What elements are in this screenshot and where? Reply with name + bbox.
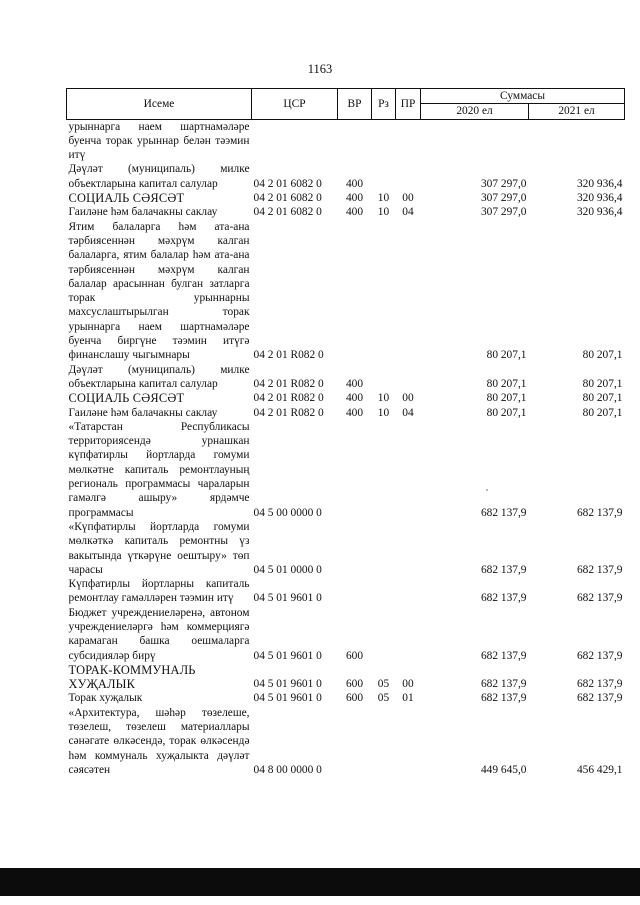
cell-name: СОЦИАЛЬ СӘЯСӘТ (68, 391, 185, 406)
cell-rz: 10 (377, 206, 390, 219)
cell-csr: 04 2 01 6082 0 (253, 177, 322, 190)
cell-2020: 80 207,1 (486, 349, 527, 362)
table-row (67, 119, 625, 162)
cell-pr: 00 (402, 678, 414, 691)
header-pr: ПР (396, 89, 421, 120)
table-row (67, 520, 625, 577)
cell-2020: 80 207,1 (486, 406, 527, 419)
cell-vr: 400 (345, 392, 364, 405)
cell-2020: 307 297,0 (480, 192, 527, 205)
cell-csr: 04 5 01 0000 0 (253, 563, 322, 576)
cell-vr: 400 (345, 192, 364, 205)
cell-pr (396, 606, 421, 663)
cell-name: «Татарстан Республикасы территориясендә урнашкан күпфатирлы йортларда гомуми мөлкәтне капиталь ремонтлауның региональ программасы чараларын гамәлгә ашыру» ярдәмче программасы (68, 420, 250, 519)
header-csr: ЦСР (252, 89, 338, 120)
cell-csr: 04 2 01 6082 0 (253, 192, 322, 205)
cell-pr (396, 220, 421, 363)
cell-2021: 682 137,9 (576, 678, 623, 691)
table-body (67, 119, 625, 777)
cell-rz (372, 706, 396, 777)
cell-2020: 682 137,9 (480, 692, 527, 705)
cell-pr (396, 577, 421, 606)
cell-rz (372, 577, 396, 606)
cell-2021: 456 429,1 (576, 763, 623, 776)
cell-rz (372, 363, 396, 392)
cell-2020: 307 297,0 (480, 177, 527, 190)
cell-rz: 05 (377, 678, 390, 691)
cell-csr: 04 5 01 9601 0 (253, 678, 322, 691)
cell-rz (372, 220, 396, 363)
cell-pr (396, 119, 421, 162)
table-row (67, 220, 625, 363)
cell-name: Торак хуҗалык (68, 692, 143, 705)
cell-2020: 682 137,9 (480, 563, 527, 576)
cell-rz (372, 162, 396, 191)
cell-2021: 80 207,1 (582, 349, 623, 362)
cell-vr: 600 (345, 649, 364, 662)
cell-csr: 04 5 00 0000 0 (253, 506, 322, 519)
table-row (67, 363, 625, 392)
cell-pr (396, 706, 421, 777)
cell-name: Дәүләт (муниципаль) милке объектларына капитал салулар (68, 163, 250, 190)
scan-bottom-edge (0, 868, 640, 896)
cell-vr (338, 577, 372, 606)
cell-name: урыннарга наем шартнамәләре буенча торак урыннар белән тәэмин итү (68, 120, 250, 162)
cell-vr (338, 520, 372, 577)
cell-rz: 10 (377, 392, 390, 405)
cell-2021: 682 137,9 (576, 506, 623, 519)
cell-2021: 682 137,9 (576, 649, 623, 662)
cell-2020: 80 207,1 (486, 392, 527, 405)
table-row (67, 663, 625, 692)
cell-rz (372, 520, 396, 577)
header-vr: ВР (338, 89, 372, 120)
header-sums: Суммасы (421, 89, 625, 104)
cell-pr (396, 162, 421, 191)
header-year-2021: 2021 ел (529, 104, 625, 119)
cell-2021: 682 137,9 (576, 592, 623, 605)
cell-name: Бюджет учреждениеләренә, автоном учреждениеләргә һәм коммерциягә карамаган башка оешмаларга субсидияләр бирү (68, 606, 250, 662)
header-name: Исеме (67, 89, 252, 120)
table-row (67, 606, 625, 663)
cell-pr: 00 (402, 192, 414, 205)
cell-2021: 80 207,1 (582, 406, 623, 419)
table-header (67, 89, 625, 120)
table-row (67, 191, 625, 205)
cell-2021: 320 936,4 (576, 206, 623, 219)
cell-vr: 400 (345, 377, 364, 390)
cell-rz (372, 119, 396, 162)
cell-name: Ятим балаларга һәм ата-ана тәрбиясеннән мәхрүм калган балаларга, ятим балалар һәм ата-ана тәрбиясеннән мәхрүм калган балалар арасыннан булган затларга торак урыннарны махсуслаштырылган торак урыннарга наем шартнамәләре буенча биргүне тәэмин итүгә финанслашу чыгымнары (68, 220, 250, 362)
cell-2020: 682 137,9 (480, 592, 527, 605)
header-rz: Рз (372, 89, 396, 120)
cell-vr: 400 (345, 206, 364, 219)
cell-2020: 449 645,0 (480, 763, 527, 776)
cell-2020 (421, 119, 529, 162)
cell-name: Күпфатирлы йортларны капиталь ремонтлау гамәлләрен тәэмин итү (68, 578, 250, 605)
table-row (67, 420, 625, 520)
budget-table (66, 88, 625, 777)
cell-vr (338, 119, 372, 162)
cell-pr (396, 363, 421, 392)
cell-2020: 682 137,9 (480, 506, 527, 519)
cell-csr: 04 2 01 6082 0 (253, 206, 322, 219)
cell-2021: 80 207,1 (582, 377, 623, 390)
cell-pr: 04 (402, 206, 414, 219)
cell-2021: 682 137,9 (576, 692, 623, 705)
cell-csr: 04 5 01 9601 0 (253, 592, 322, 605)
cell-rz: 05 (377, 692, 390, 705)
cell-vr: 400 (345, 406, 364, 419)
table-row (67, 391, 625, 405)
cell-pr: 00 (402, 392, 414, 405)
cell-name: ТОРАК-КОММУНАЛЬ ХУҖАЛЫК (68, 662, 196, 692)
cell-csr: 04 2 01 R082 0 (253, 406, 324, 419)
cell-csr: 04 8 00 0000 0 (253, 763, 322, 776)
cell-rz (372, 606, 396, 663)
cell-name: Гаиләне һәм балачакны саклау (68, 206, 218, 219)
cell-2021 (529, 119, 625, 162)
cell-name: СОЦИАЛЬ СӘЯСӘТ (68, 191, 185, 206)
cell-vr (338, 220, 372, 363)
cell-csr (252, 119, 338, 162)
cell-csr: 04 2 01 R082 0 (253, 349, 324, 362)
table-row (67, 205, 625, 219)
cell-name: «Күпфатирлы йортларда гомуми мөлкәткә капиталь ремонтны үз вакытында үткәрүне оештыру» төп чарасы (68, 520, 250, 576)
table-row (67, 406, 625, 420)
page-number: 1163 (307, 62, 333, 76)
table-row (67, 706, 625, 777)
cell-2020: 307 297,0 (480, 206, 527, 219)
cell-csr: 04 5 01 9601 0 (253, 649, 322, 662)
cell-vr (338, 706, 372, 777)
cell-rz (372, 420, 396, 520)
cell-name: «Архитектура, шәһәр төзелеше, төзелеш, төзелеш материаллары сәнәгате өлкәсендә, торак өлкәсендә һәм коммуналь хуҗалыкта дәүләт сәясәтен (68, 706, 250, 776)
cell-csr: 04 5 01 9601 0 (253, 692, 322, 705)
cell-2020: 682 137,9 (480, 649, 527, 662)
cell-rz: 10 (377, 192, 390, 205)
cell-name: Дәүләт (муниципаль) милке объектларына капитал салулар (68, 363, 250, 390)
header-year-2020: 2020 ел (421, 104, 529, 119)
cell-2020: 682 137,9 (480, 678, 527, 691)
table-row (67, 162, 625, 191)
cell-pr: 04 (402, 406, 414, 419)
cell-rz: 10 (377, 406, 390, 419)
cell-csr: 04 2 01 R082 0 (253, 377, 324, 390)
table-row (67, 691, 625, 705)
cell-2021: 320 936,4 (576, 177, 623, 190)
cell-csr: 04 2 01 R082 0 (253, 392, 324, 405)
cell-vr: 400 (345, 177, 364, 190)
cell-vr (338, 420, 372, 520)
cell-pr: 01 (402, 692, 414, 705)
cell-pr (396, 520, 421, 577)
cell-2020: 80 207,1 (486, 377, 527, 390)
cell-pr (396, 420, 421, 520)
cell-name: Гаиләне һәм балачакны саклау (68, 406, 218, 419)
cell-2021: 682 137,9 (576, 563, 623, 576)
cell-vr: 600 (345, 692, 364, 705)
cell-2021: 320 936,4 (576, 192, 623, 205)
scan-speck (486, 489, 488, 491)
cell-2021: 80 207,1 (582, 392, 623, 405)
cell-vr: 600 (345, 678, 364, 691)
table-row (67, 577, 625, 606)
